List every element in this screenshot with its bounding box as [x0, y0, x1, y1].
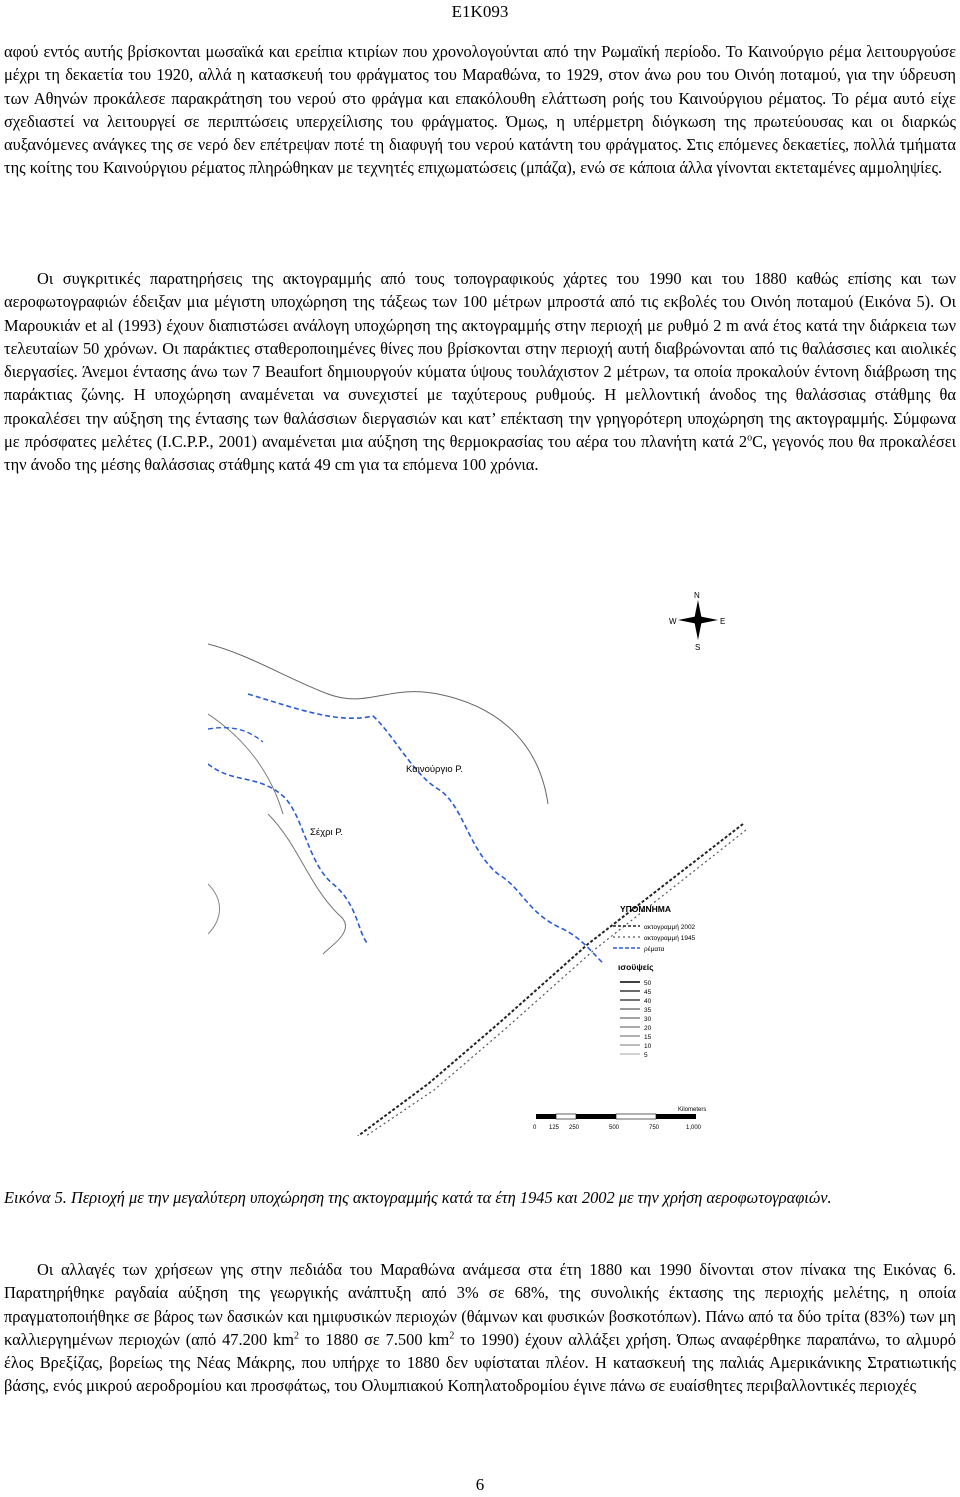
paragraph-3-text-a: Οι αλλαγές των χρήσεων γης στην πεδιάδα του Μαραθώνα ανάμεσα στα έτη 1880 και 1990 δίνονται στον πίνακα της Εικόνας 6. Παρατηρήθηκε ραγδαία αύξηση της γεωργικής ανάπτυξη από 3% σε 68%, της συνολικής έκτασης της περιοχής μελέτης, η οποία πραγματοποιήθηκε σε βάρος των δασικών και ημιφυσικών περιοχών (θάμνων και φυσικών βοσκοτόπων). Πάνω από τα δύο τρίτα (83%) των μη καλλιεργημένων περιοχών (από 47.200 km	[4, 1260, 956, 1349]
scale-seg	[536, 1114, 556, 1119]
compass-e: E	[720, 617, 726, 626]
paragraph-2	[4, 267, 956, 477]
label-kainourgio: Καινούργιο Ρ.	[406, 764, 463, 775]
scale-tick: 500	[609, 1125, 620, 1131]
scale-seg	[656, 1114, 696, 1119]
contour-value: 5	[644, 1052, 648, 1059]
page-header: Ε1Κ093	[451, 2, 509, 21]
figure-caption: Εικόνα 5. Περιοχή με την μεγαλύτερη υποχώρηση της ακτογραμμής κατά τα έτη 1945 και 2002 με την χρήση αεροφωτογραφιών.	[4, 1188, 832, 1207]
compass-w: W	[669, 617, 677, 626]
paragraph-3	[4, 1258, 956, 1398]
contour-value: 30	[644, 1016, 652, 1023]
contour-value: 50	[644, 980, 652, 987]
degree-sup: o	[747, 432, 753, 444]
legend-label: ακτογραμμή 1945	[644, 935, 696, 942]
legend-label: ρέματα	[644, 946, 665, 953]
paragraph-2-text-a: Οι συγκριτικές παρατηρήσεις της ακτογραμμής από τους τοπογραφικούς χάρτες του 1990 και του 1880 καθώς επίσης και των αεροφωτογραφιών έδειξαν μια μέγιστη υποχώρηση της τάξεως των 100 μέτρων μπροστά από τις εκβολές του Οινόη ποταμού (Εικόνα 5). Οι Μαρουκιάν et al (1993) έχουν διαπιστώσει ανάλογη υποχώρηση της ακτογραμμής στην περιοχή με ρυθμό 2 m ανά έτος κατά την διάρκεια των τελευταίων 50 χρόνων. Οι παράκτιες σταθεροποιημένες θίνες που βρίσκονται στην περιοχή αυτή διαβρώνονται από τις θαλάσσιες και αιολικές διεργασίες. Άνεμοι έντασης άνω των 7 Beaufort δημιουργούν κύματα ύψους τουλάχιστον 2 μέτρων, τα οποία προκαλούν έντονη διάβρωση της παράκτιας ζώνης. Η υποχώρηση αναμένεται να συνεχιστεί με ταχύτερους ρυθμούς. Η μελλοντική άνοδος της θαλάσσιας στάθμης θα προκαλέσει την αύξηση της έντασης των θαλάσσιων διεργασιών και κατ’ επέκταση την γρηγορότερη υποχώρηση της ακτογραμμής. Σύμφωνα με πρόσφατες μελέτες (I.C.P.P., 2001) αναμένεται μια αύξηση της θερμοκρασίας του αέρα του πλανήτη κατά 2	[4, 269, 956, 452]
scale-tick: 250	[569, 1125, 580, 1131]
contour-value: 40	[644, 998, 652, 1005]
scale-tick: 750	[649, 1125, 660, 1131]
page-number: 6	[475, 1475, 485, 1494]
scale-tick: 125	[549, 1125, 560, 1131]
shoreline-map	[208, 584, 746, 1136]
compass-n: N	[694, 591, 700, 600]
km2-sup: 2	[293, 1330, 299, 1342]
contour-title: ισοϋψείς	[618, 962, 654, 972]
contour-value: 35	[644, 1007, 652, 1014]
paragraph-2-text-b: C, γεγονός που θα προκαλέσει την άνοδο της μέσης θαλάσσιας στάθμης κατά 49 cm για τα επόμενα 100 χρόνια.	[4, 432, 956, 475]
scale-seg	[576, 1114, 616, 1119]
paragraph-3-text-c: το 1990) έχουν αλλάξει χρήση. Όπως αναφέρθηκε παραπάνω, το αλμυρό έλος Βρεξίζας, βορείως της Νέας Μάκρης, που υπήρχε το 1880 δεν υφίσταται πλέον. Η κατασκευή της παλιάς Αμερικάνικης Στρατιωτικής βάσης, ενός μικρού αεροδρομίου και προσφάτως, του Ολυμπιακού Κοπηλατοδρομίου έγινε πάνω σε ευαίσθητες περιβαλλοντικές περιοχές	[4, 1329, 956, 1396]
scale-seg	[556, 1114, 576, 1119]
contour-value: 20	[644, 1025, 652, 1032]
scale-seg	[616, 1114, 656, 1119]
map-background	[208, 584, 746, 1136]
contour-value: 10	[644, 1043, 652, 1050]
legend-label: ακτογραμμή 2002	[644, 924, 696, 931]
paragraph-1: αφού εντός αυτής βρίσκονται μωσαϊκά και ερείπια κτιρίων που χρονολογούνται από την Ρωμαϊκή περίοδο. Το Καινούργιο ρέμα λειτουργούσε μέχρι τη δεκαετία του 1920, αλλά η κατασκευή του φράγματος του Μαραθώνα, το 1929, στον άνω ρου του Οινόη ποταμού, για την ύδρευση των Αθηνών προκάλεσε παρακράτηση του νερού στο φράγμα και επακόλουθη ελάττωση ροής του Καινούργιου ρέματος. Το ρέμα αυτό είχε σχεδιαστεί να λειτουργεί σε περιπτώσεις υπερχείλισης του φράγματος. Όμως, η υπέρμετρη διόγκωση της πρωτεύουσας και οι διαρκώς αυξανόμενες ανάγκες της σε νερό δεν επέτρεψαν ποτέ τη διαφυγή του νερού κατάντη του φράγματος. Στις επόμενες δεκαετίες, πολλά τμήματα της κοίτης του Καινούργιου ρέματος πληρώθηκαν με τεχνητές επιχωματώσεις (μπάζα), ενώ σε κάποια άλλα γίνονται εκτεταμένες αμμοληψίες.	[4, 42, 956, 178]
scale-tick: 0	[533, 1125, 537, 1131]
paragraph-3-text-b: το 1880 σε 7.500 km	[298, 1329, 450, 1349]
contour-value: 15	[644, 1034, 652, 1041]
scale-tick: 1,000	[686, 1125, 702, 1131]
label-sechri: Σέχρι Ρ.	[310, 827, 344, 838]
legend-title: ΥΠΟΜΝΗΜΑ	[620, 904, 671, 914]
contour-value: 45	[644, 989, 652, 996]
scale-unit: Kilometers	[678, 1107, 707, 1113]
compass-s: S	[695, 643, 701, 652]
km2-sup: 2	[449, 1330, 455, 1342]
